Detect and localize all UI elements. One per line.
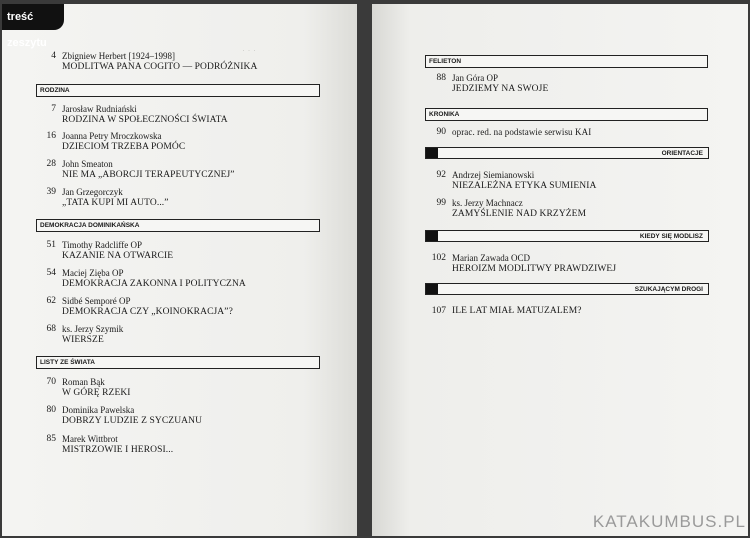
entry-title: oprac. red. na podstawie serwisu KAI — [452, 127, 592, 137]
toc-entry[interactable] — [436, 127, 592, 138]
page-number: 90 — [436, 127, 446, 137]
entry-author: Zbigniew Herbert [1924–1998] — [62, 51, 175, 61]
page-number: 85 — [46, 434, 56, 444]
entry-author: ks. Jerzy Machnacz — [452, 198, 523, 208]
toc-entry[interactable] — [51, 104, 228, 126]
toc-entry[interactable] — [46, 377, 131, 399]
section-tab: treść zeszytu — [2, 4, 64, 30]
page-number: 39 — [46, 187, 56, 197]
toc-entry[interactable] — [436, 198, 587, 220]
entry-title: JEDZIEMY NA SWOJE — [452, 84, 549, 94]
entry-title: RODZINA W SPOŁECZNOŚCI ŚWIATA — [62, 115, 228, 125]
page-number: 70 — [46, 377, 56, 387]
entry-author: Jan Grzegorczyk — [62, 187, 123, 197]
toc-entry[interactable] — [51, 51, 258, 73]
page-number: 62 — [46, 296, 56, 306]
entry-author: Timothy Radcliffe OP — [62, 240, 143, 250]
page-number: 80 — [46, 405, 56, 415]
section-header-szukajacym-drogi — [425, 283, 709, 295]
entry-title: WIERSZE — [62, 335, 104, 345]
section-marker — [426, 284, 438, 294]
page-number: 7 — [51, 104, 56, 114]
entry-title: ZAMYŚLENIE NAD KRZYŻEM — [452, 209, 587, 219]
entry-author: ks. Jerzy Szymik — [62, 324, 124, 334]
section-header-kronika: KRONIKA — [425, 108, 708, 121]
page-number: 4 — [51, 51, 56, 61]
entry-title: MISTRZOWIE I HEROSI... — [62, 445, 174, 455]
toc-entry[interactable] — [46, 240, 174, 262]
entry-author: Andrzej Siemianowski — [452, 170, 535, 180]
entry-title: DOBRZY LUDZIE Z SYCZUANU — [62, 416, 203, 426]
entry-author: Jan Góra OP — [452, 73, 498, 83]
toc-entry[interactable] — [436, 170, 597, 192]
toc-entry[interactable] — [46, 324, 124, 346]
page-number: 54 — [46, 268, 56, 278]
page-number: 102 — [431, 253, 446, 263]
toc-entry[interactable] — [436, 73, 549, 95]
page-number: 51 — [46, 240, 56, 250]
toc-entry[interactable] — [46, 268, 246, 290]
page-number: 88 — [436, 73, 446, 83]
watermark: KATAKUMBUS.PL — [592, 512, 746, 531]
entry-author: Joanna Petry Mroczkowska — [62, 131, 162, 141]
page-number: 28 — [46, 159, 56, 169]
section-label: ORIENTACJE — [661, 150, 703, 157]
toc-entry[interactable] — [46, 131, 186, 153]
section-header-orientacje — [425, 147, 709, 159]
section-header-kiedy-sie-modlisz — [425, 230, 709, 242]
entry-title: DEMOKRACJA ZAKONNA I POLITYCZNA — [62, 279, 246, 289]
section-header-listy: LISTY ZE ŚWIATA — [36, 356, 320, 369]
entry-title: HEROIZM MODLITWY PRAWDZIWEJ — [452, 264, 617, 274]
page-number: 68 — [46, 324, 56, 334]
toc-entry[interactable] — [431, 253, 617, 275]
entry-title: KAZANIE NA OTWARCIE — [62, 251, 174, 261]
entry-author: Dominika Pawelska — [62, 405, 135, 415]
section-header-rodzina: RODZINA — [36, 84, 320, 97]
right-page — [372, 4, 748, 536]
entry-title: MODLITWA PANA COGITO — PODRÓŻNIKA — [62, 62, 258, 72]
entry-title: ILE LAT MIAŁ MATUZALEM? — [452, 306, 582, 316]
entry-title: DEMOKRACJA CZY „KOINOKRACJA”? — [62, 307, 233, 317]
toc-entry[interactable] — [46, 405, 203, 427]
entry-title: W GÓRĘ RZEKI — [62, 388, 131, 398]
toc-entry[interactable] — [46, 296, 233, 318]
entry-author: Roman Bąk — [62, 377, 105, 387]
section-label: KIEDY SIĘ MODLISZ — [639, 233, 703, 240]
entry-author: Maciej Zięba OP — [62, 268, 124, 278]
toc-entry[interactable] — [46, 434, 174, 456]
entry-author: Marian Zawada OCD — [452, 253, 530, 263]
entry-author: Jarosław Rudniański — [62, 104, 137, 114]
page-number: 92 — [436, 170, 446, 180]
left-page: · · · treść zeszytu 4 Zbigniew Herbert [1924–1998] MODLITWA PANA COGITO — PODRÓŻNIKA RODZINA 7 Jarosław Rudniański RODZINA W SPOŁECZNOŚCI ŚWIATA 16 Joanna Petry Mroczkowska DZIECIOM TRZEBA POMÓC 28 John Smeaton NIE MA „ABORCJI TERAPEUTYCZNEJ” 39 Jan Grzegorczyk „TATA KUPI MI AUTO...” DEMOKRACJA DOMINIKAŃSKA 51 Timothy Radcliffe OP KAZANIE NA OTWARCIE 54 Maciej Zięba OP DEMOKRACJA ZAKONNA I POLITYCZNA 62 Sidbé Semporé OP DEMOKRACJA CZY „KOINOKRACJA”? 68 ks. Jerzy Szymik WIERSZE LISTY ZE ŚWIATA 70 Roman Bąk W GÓRĘ RZEKI 80 Dominika Pawelska DOBRZY LUDZIE Z SYCZUANU 85 Marek Wittbrot MISTRZOWIE I HEROSI... — [2, 4, 357, 536]
entry-author: John Smeaton — [62, 159, 113, 169]
entry-author: Sidbé Semporé OP — [62, 296, 131, 306]
page-number: 99 — [436, 198, 446, 208]
section-header-demokracja: DEMOKRACJA DOMINIKAŃSKA — [36, 219, 320, 232]
section-marker — [426, 148, 438, 158]
section-label: SZUKAJĄCYM DROGI — [634, 286, 703, 293]
toc-entry[interactable] — [46, 159, 235, 181]
toc-entry[interactable] — [46, 187, 169, 209]
page-number: 107 — [431, 306, 446, 316]
entry-title: NIEZALEŻNA ETYKA SUMIENIA — [452, 181, 597, 191]
page-number: 16 — [46, 131, 56, 141]
section-header-felieton: FELIETON — [425, 55, 708, 68]
section-marker — [426, 231, 438, 241]
entry-author: Marek Wittbrot — [62, 434, 118, 444]
entry-title: „TATA KUPI MI AUTO...” — [62, 198, 169, 208]
entry-title: NIE MA „ABORCJI TERAPEUTYCZNEJ” — [62, 170, 235, 180]
entry-title: DZIECIOM TRZEBA POMÓC — [62, 142, 186, 152]
toc-entry[interactable] — [431, 306, 582, 317]
